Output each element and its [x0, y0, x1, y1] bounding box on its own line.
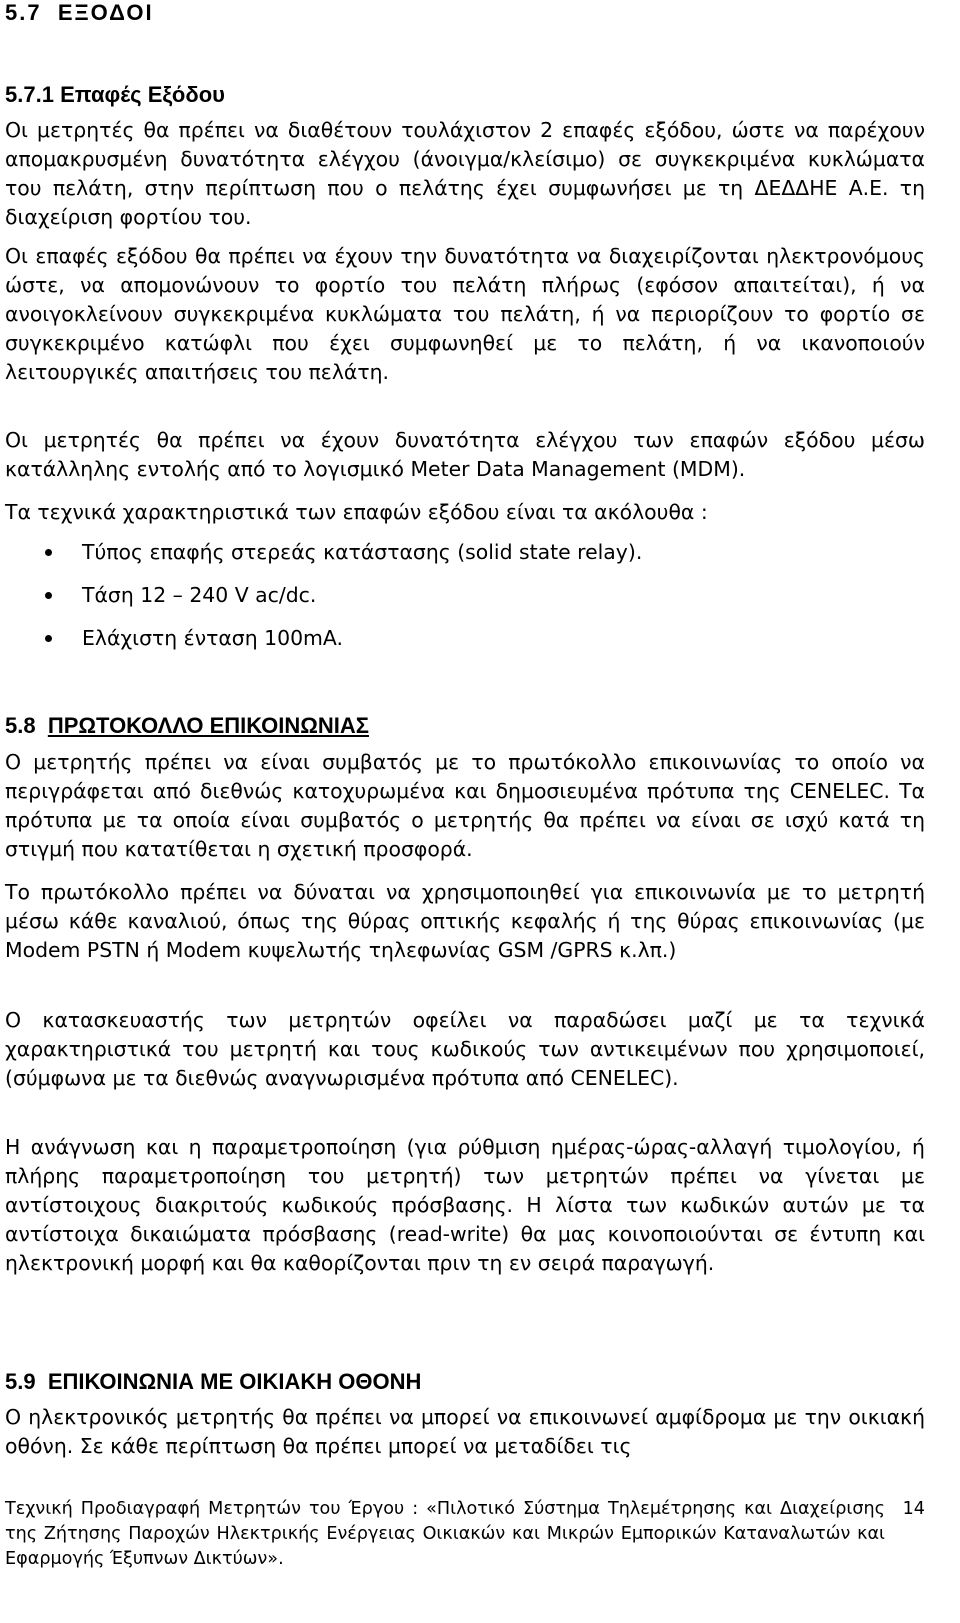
- section-number: 5.8: [5, 713, 36, 738]
- paragraph: Ο κατασκευαστής των μετρητών οφείλει να παραδώσει μαζί με τα τεχνικά χαρακτηριστικά του μετρητή και τους κωδικούς των αντικειμένων που χρησιμοποιεί, (σύμφωνα με τα διεθνώς αναγνωρισμένα πρότυπα από CENELEC).: [5, 1008, 925, 1090]
- section-number: 5.9: [5, 1369, 36, 1394]
- paragraph: Οι μετρητές θα πρέπει να έχουν δυνατότητα ελέγχου των επαφών εξόδου μέσω κατάλληλης εντολής από το λογισμικό Meter Data Management (MDM).: [5, 428, 925, 481]
- list-item: Τάση 12 – 240 V ac/dc.: [5, 581, 642, 624]
- paragraph: Το πρωτόκολλο πρέπει να δύναται να χρησιμοποιηθεί για επικοινωνία με το μετρητή μέσω κάθε καναλιού, όπως της θύρας οπτικής κεφαλής ή της θύρας επικοινωνίας (με Modem PSTN ή Modem κυψελωτής τηλεφωνίας GSM /GPRS κ.λπ.): [5, 880, 925, 962]
- paragraph: Ο ηλεκτρονικός μετρητής θα πρέπει να μπορεί να επικοινωνεί αμφίδρομα με την οικιακή οθόνη. Σε κάθε περίπτωση θα πρέπει μπορεί να μεταδίδει τις: [5, 1405, 925, 1458]
- section-5-9-heading: [5, 1369, 421, 1395]
- list-item: Τύπος επαφής στερεάς κατάστασης (solid state relay).: [5, 538, 642, 581]
- bullet-icon: [45, 549, 52, 556]
- paragraph: Τα τεχνικά χαρακτηριστικά των επαφών εξόδου είναι τα ακόλουθα :: [5, 500, 708, 524]
- section-5-7-heading: [5, 0, 154, 26]
- section-number: 5.7.1: [5, 82, 54, 107]
- section-number: 5.7: [5, 0, 42, 25]
- paragraph: Ο μετρητής πρέπει να είναι συμβατός με το πρωτόκολλο επικοινωνίας το οποίο να περιγράφεται από διεθνώς κατοχυρωμένα και δημοσιευμένα πρότυπα της CENELEC. Τα πρότυπα με τα οποία είναι συμβατός ο μετρητής θα πρέπει να είναι σε ισχύ κατά τη στιγμή που κατατίθεται η σχετική προσφορά.: [5, 750, 925, 861]
- list-item: Ελάχιστη ένταση 100mA.: [5, 624, 642, 667]
- bullet-icon: [45, 635, 52, 642]
- section-title: ΕΞΟΔΟΙ: [57, 0, 154, 25]
- section-title: Επαφές Εξόδου: [60, 82, 225, 107]
- bullet-icon: [45, 592, 52, 599]
- paragraph: Οι επαφές εξόδου θα πρέπει να έχουν την δυνατότητα να διαχειρίζονται ηλεκτρονόμους ώστε, να απομονώνουν το φορτίο του πελάτη πλήρως (εφόσον απαιτείται), ή να ανοιγοκλείνουν συγκεκριμένα κυκλώματα του πελάτη, ή να περιορίζουν το φορτίο σε συγκεκριμένο κατώφλι που έχει συμφωνηθεί με το πελάτη, ή να ικανοποιούν λειτουργικές απαιτήσεις του πελάτη.: [5, 244, 925, 384]
- footer-text: Τεχνική Προδιαγραφή Μετρητών του Έργου : «Πιλοτικό Σύστημα Τηλεμέτρησης και Διαχείρισης της Ζήτησης Παροχών Ηλεκτρικής Ενέργειας Οικιακών και Μικρών Εμπορικών Καταναλωτών και Εφαρμογής Έξυπνων Δικτύων».: [5, 1499, 885, 1569]
- page-number: 14: [902, 1499, 925, 1519]
- paragraph: Η ανάγνωση και η παραμετροποίηση (για ρύθμιση ημέρας-ώρας-αλλαγή τιμολογίου, ή πλήρης παραμετροποίηση του μετρητή) των μετρητών πρέπει να γίνεται με αντίστοιχους διακριτούς κωδικούς πρόσβασης. Η λίστα των κωδικών αυτών με τα αντίστοιχα δικαιώματα πρόσβασης (read-write) θα μας κοινοποιούνται σε έντυπη και ηλεκτρονική μορφή και θα καθορίζονται πριν τη εν σειρά παραγωγή.: [5, 1135, 925, 1275]
- section-title: ΕΠΙΚΟΙΝΩΝΙΑ ΜΕ ΟΙΚΙΑΚΗ ΟΘΟΝΗ: [47, 1369, 422, 1394]
- section-title: ΠΡΩΤΟΚΟΛΛΟ ΕΠΙΚΟΙΝΩΝΙΑΣ: [47, 713, 369, 738]
- section-5-7-1-heading: [5, 82, 225, 108]
- page-footer: [5, 1497, 925, 1572]
- bullet-list: [5, 538, 642, 667]
- section-5-8-heading: [5, 713, 369, 739]
- paragraph: Οι μετρητές θα πρέπει να διαθέτουν τουλάχιστον 2 επαφές εξόδου, ώστε να παρέχουν απομακρυσμένη δυνατότητα ελέγχου (άνοιγμα/κλείσιμο) σε συγκεκριμένα κυκλώματα του πελάτη, στην περίπτωση που ο πελάτης έχει συμφωνήσει με τη ΔΕΔΔΗΕ Α.Ε. τη διαχείριση φορτίου του.: [5, 118, 925, 229]
